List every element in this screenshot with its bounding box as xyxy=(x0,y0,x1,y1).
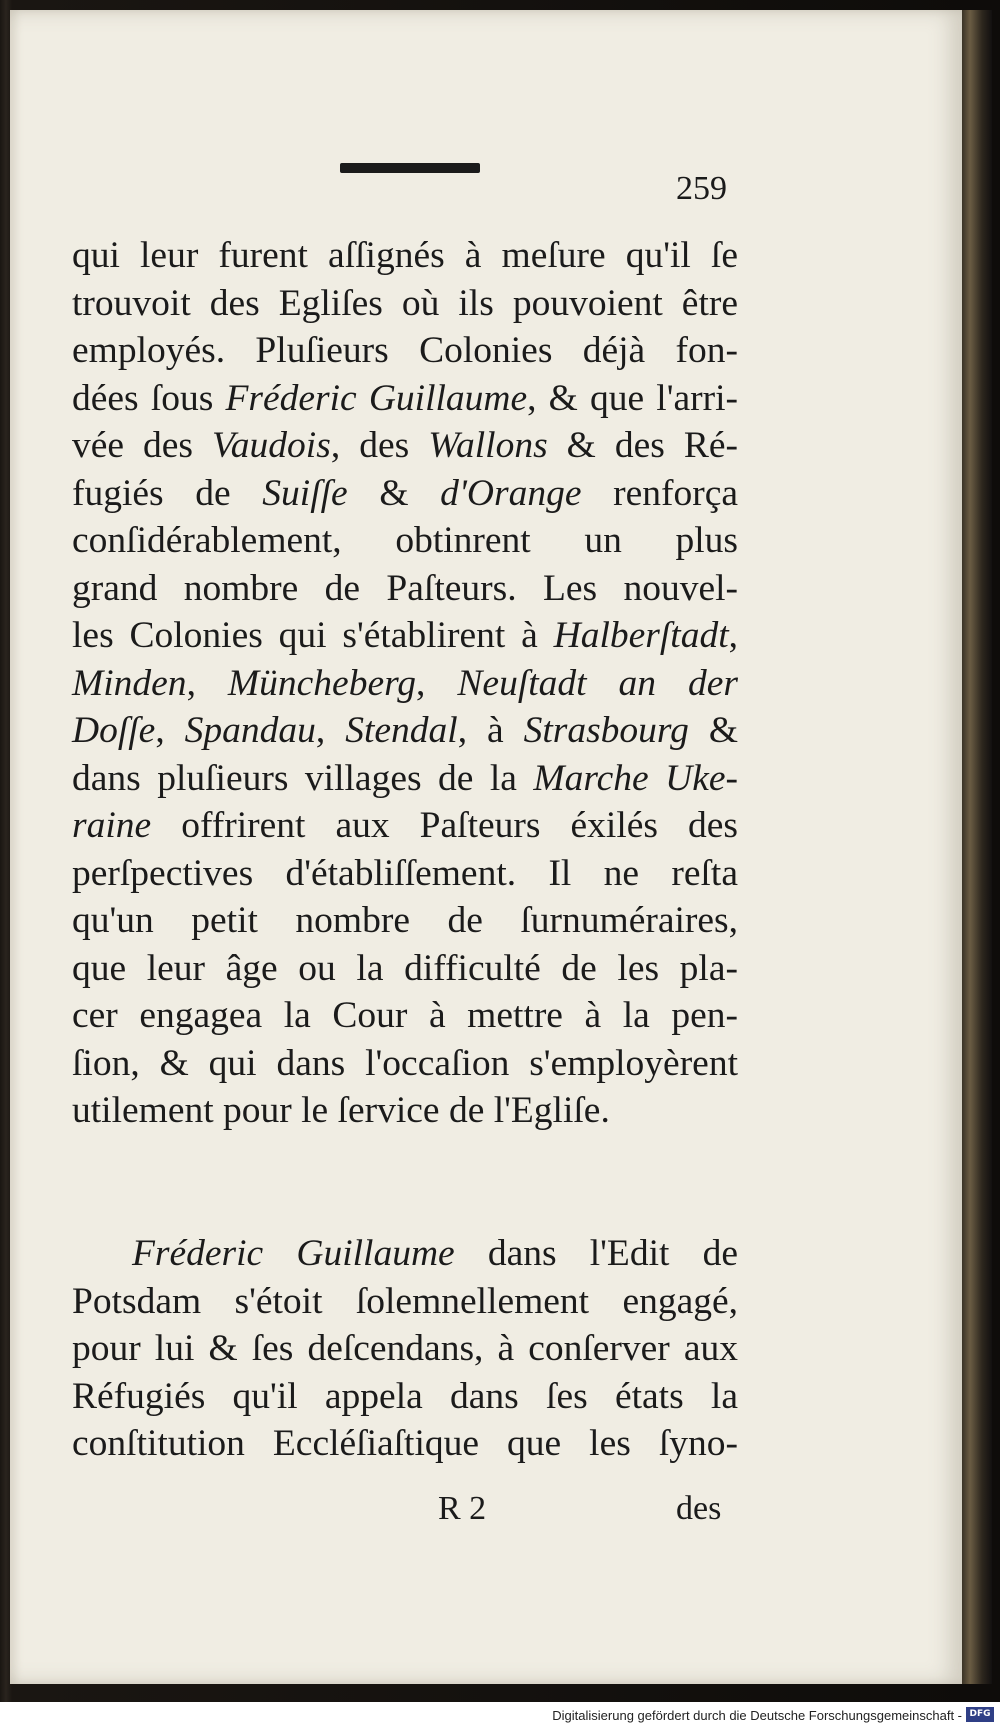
text-line: qui leur furent aſſignés à meſure qu'il ſe xyxy=(72,235,738,276)
text-line: grand nombre de Paſteurs. Les nouvel- xyxy=(72,567,738,609)
text-line: vée des Vaudois, des Wallons & des Ré- xyxy=(72,425,738,466)
header-rule xyxy=(340,163,480,173)
text-line: dans pluſieurs villages de la Marche Uke- xyxy=(72,757,738,799)
footer-bar xyxy=(0,1702,1000,1729)
paragraph-2 xyxy=(72,1230,738,1468)
text-line: Doſſe, Spandau, Stendal, à Strasbourg & xyxy=(72,710,738,751)
text-line: conſtitution Eccléſiaſtique que les ſyno- xyxy=(72,1423,738,1464)
text-line: ſion, & qui dans l'occaſion s'employèrent xyxy=(72,1042,738,1084)
text-line: Potsdam s'étoit ſolemnellement engagé, xyxy=(72,1280,738,1322)
text-line: les Colonies qui s'établirent à Halberſtadt, xyxy=(72,615,738,656)
text-line: utilement pour le ſervice de l'Egliſe. xyxy=(72,1090,610,1131)
page-number: 259 xyxy=(676,170,727,207)
text-line: pour lui & ſes deſcendans, à conſerver aux xyxy=(72,1328,738,1369)
funding-credit: Digitalisierung gefördert durch die Deutsche Forschungsgemeinschaft - xyxy=(552,1708,962,1723)
text-line: dées ſous Fréderic Guillaume, & que l'arri- xyxy=(72,377,738,419)
text-line: perſpectives d'établiſſement. Il ne reſta xyxy=(72,852,738,894)
text-line: raine offrirent aux Paſteurs éxilés des xyxy=(72,805,738,846)
page-edge xyxy=(962,10,992,1684)
dfg-logo[interactable]: DFG xyxy=(966,1707,994,1722)
text-line: Fréderic Guillaume dans l'Edit de xyxy=(132,1233,738,1274)
signature-mark: R 2 xyxy=(438,1490,487,1527)
text-line: Minden, Müncheberg, Neuſtadt an der xyxy=(72,662,739,704)
catchword: des xyxy=(676,1490,722,1527)
paragraph-1 xyxy=(72,232,738,1135)
text-line: qu'un petit nombre de ſurnuméraires, xyxy=(72,900,738,941)
text-line: que leur âge ou la difficulté de les pla- xyxy=(72,947,738,989)
text-line: conſidérablement, obtinrent un plus xyxy=(72,520,738,561)
text-line: cer engagea la Cour à mettre à la pen- xyxy=(72,995,738,1036)
text-line: Réfugiés qu'il appela dans ſes états la xyxy=(72,1375,738,1417)
text-line: trouvoit des Egliſes où ils pouvoient être xyxy=(72,282,738,324)
text-line: fugiés de Suiſſe & d'Orange renforça xyxy=(72,472,738,514)
text-line: employés. Pluſieurs Colonies déjà fon- xyxy=(72,330,738,371)
